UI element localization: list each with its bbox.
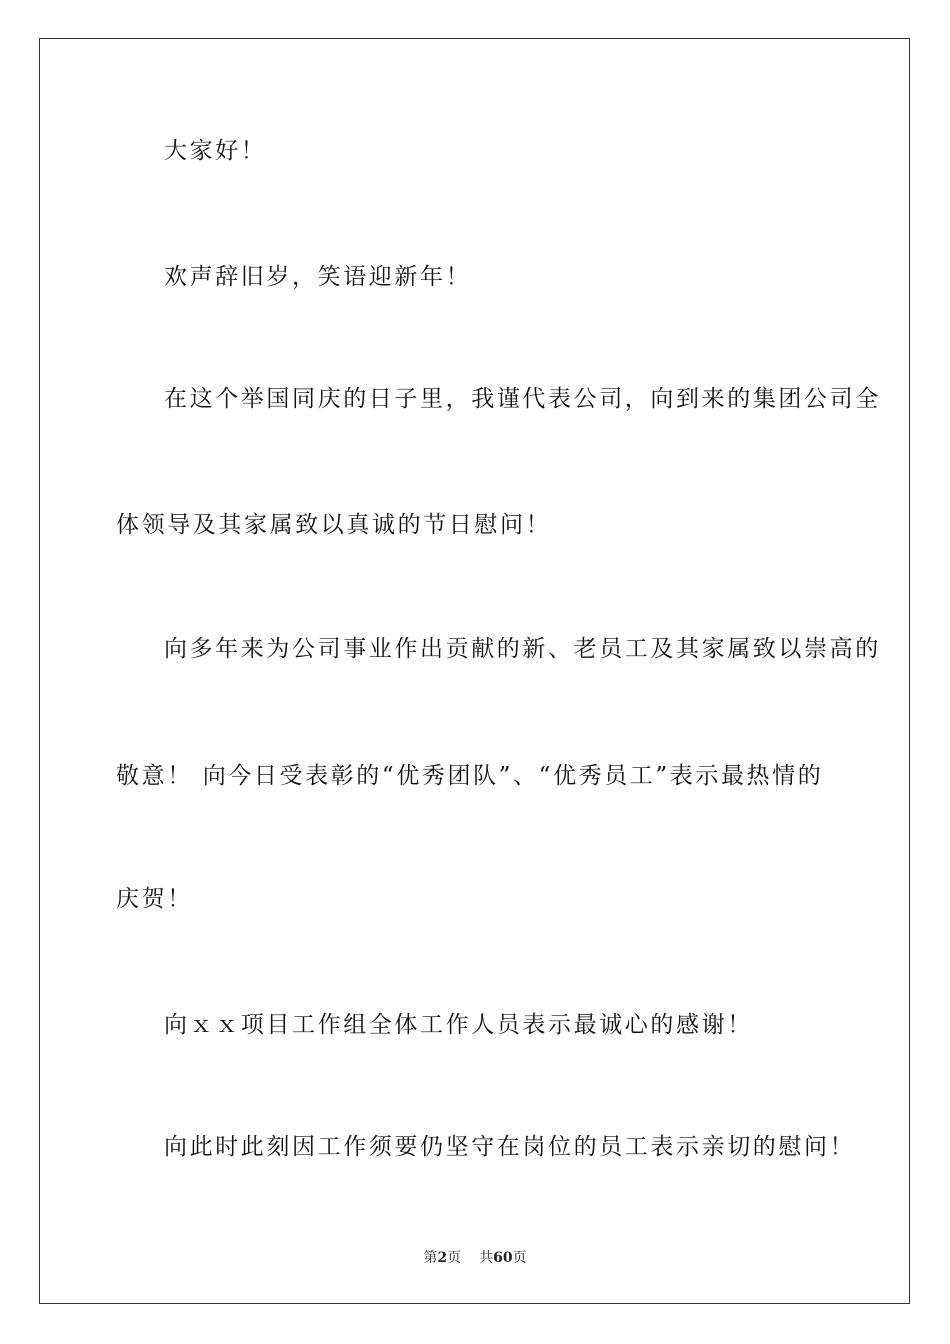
- paragraph-line-respect: 向多年来为公司事业作出贡献的新、老员工及其家属致以崇高的: [164, 636, 881, 662]
- paragraph-line-thanks: 向ｘｘ项目工作组全体工作人员表示最诚心的感谢！: [164, 1012, 753, 1038]
- page-prefix: 第: [423, 1250, 438, 1266]
- paragraph-line-respect-end: 庆贺！: [116, 886, 193, 912]
- page-footer: [0, 1249, 950, 1267]
- page-frame: [39, 38, 910, 1304]
- paragraph-line-respect-cont: 敬意！ 向今日受表彰的“优秀团队”、“优秀员工”表示最热情的: [116, 763, 824, 789]
- total-pages: 60: [493, 1250, 513, 1266]
- total-prefix: 共: [479, 1250, 494, 1266]
- paragraph-line-new-year: 欢声辞旧岁，笑语迎新年！: [164, 264, 472, 290]
- paragraph-line-greetings: 向此时此刻因工作须要仍坚守在岗位的员工表示亲切的慰问！: [164, 1134, 856, 1160]
- page-suffix: 页: [447, 1250, 462, 1266]
- paragraph-line-celebration-cont: 体领导及其家属致以真诚的节日慰问！: [116, 512, 552, 538]
- page-number: 2: [437, 1250, 448, 1266]
- paragraph-line-celebration: 在这个举国同庆的日子里，我谨代表公司，向到来的集团公司全: [164, 386, 881, 412]
- total-suffix: 页: [512, 1250, 527, 1266]
- greeting-line: 大家好！: [164, 138, 267, 164]
